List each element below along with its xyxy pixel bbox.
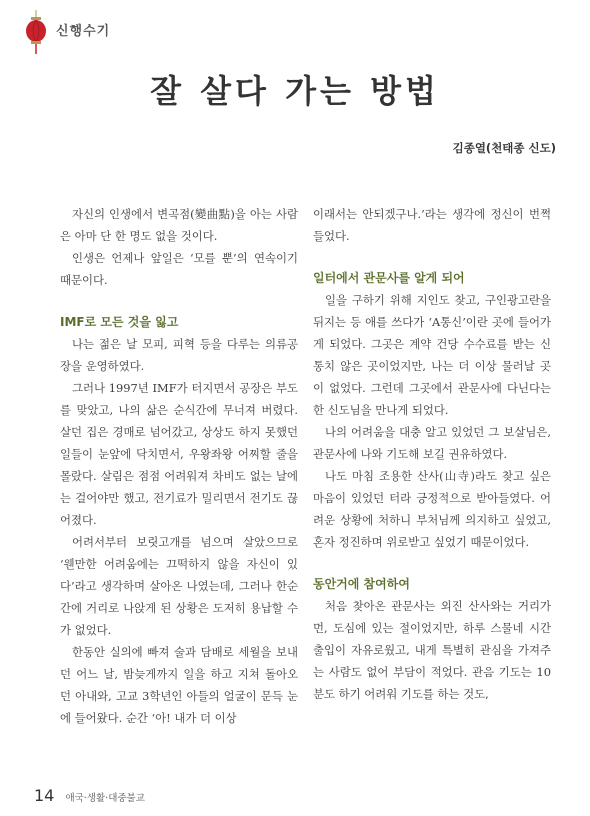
paragraph: 한동안 실의에 빠져 술과 담배로 세월을 보내던 어느 날, 밤늦게까지 일을 하고 지쳐 돌아오던 아내와, 고교 3학년인 아들의 얼굴이 문득 눈에 들어왔다. 순간 ‘아! 내가 더 이상 <box>60 645 298 725</box>
right-column <box>313 203 551 705</box>
section-label: 신행수기 <box>56 24 111 39</box>
article-title: 잘 살다 가는 방법 <box>150 72 440 110</box>
page-footer <box>34 786 145 805</box>
paragraph: 일을 구하기 위해 지인도 찾고, 구인광고란을 뒤지는 등 애를 쓰다가 ‘A통신’이란 곳에 들어가게 되었다. 그곳은 계약 건당 수수료를 받는 신통치 않은 곳이었지만, 나는 더 이상 물러날 곳이 없었다. 그런데 그곳에서 관문사에 다닌다는 한 신도님을 만나게 되었다. <box>313 293 551 417</box>
paragraph: 나의 어려움을 대충 알고 있었던 그 보살님은, 관문사에 나와 기도해 보길 권유하였다. <box>313 425 551 461</box>
paragraph: 그러나 1997년 IMF가 터지면서 공장은 부도를 맞았고, 나의 삶은 순식간에 무너져 버렸다. 살던 집은 경매로 넘어갔고, 상상도 하지 못했던 일들이 눈앞에 닥치면서, 우왕좌왕 어찌할 줄을 몰랐다. 살림은 점점 어려워져 차비도 없는 날에는 걸어야만 했고, 전기료가 밀리면서 전기도 끊어졌다. <box>60 381 298 527</box>
section-heading: 일터에서 관문사를 알게 되어 <box>313 271 465 285</box>
red-lantern-icon <box>25 10 47 54</box>
section-heading: IMF로 모든 것을 잃고 <box>60 315 179 329</box>
paragraph: 나도 마침 조용한 산사(山寺)라도 찾고 싶은 마음이 있었던 터라 긍정적으로 받아들였다. 어려운 상황에 처하니 부처님께 의지하고 싶었고, 혼자 정진하며 위로받고 싶었기 때문이었다. <box>313 469 551 549</box>
paragraph: 나는 젊은 날 모피, 피혁 등을 다루는 의류공장을 운영하였다. <box>60 337 298 373</box>
paragraph: 어려서부터 보릿고개를 넘으며 살았으므로 ‘웬만한 어려움에는 끄떡하지 않을 자신이 있다’라고 생각하며 살아온 나였는데, 그러나 한순간에 거리로 나앉게 된 상황은 도저히 용납할 수가 없었다. <box>60 535 298 637</box>
left-column <box>60 203 298 729</box>
section-heading: 동안거에 참여하여 <box>313 577 410 591</box>
paragraph: 인생은 언제나 앞일은 ‘모를 뿐’의 연속이기 때문이다. <box>60 251 298 287</box>
paragraph: 자신의 인생에서 변곡점(變曲點)을 아는 사람은 아마 단 한 명도 없을 것이다. <box>60 207 298 243</box>
paragraph: 처음 찾아온 관문사는 외진 산사와는 거리가 먼, 도심에 있는 절이었지만, 하루 스물네 시간 출입이 자유로웠고, 내게 특별히 관심을 가져주는 사람도 없어 부담이 적었다. 관음 기도는 10분도 하기 어려워 기도를 하는 것도, <box>313 599 551 701</box>
publication-slogan: 애국·생활·대중불교 <box>65 793 145 804</box>
page-number: 14 <box>34 786 55 805</box>
article-author: 김종열(천태종 신도) <box>452 141 556 155</box>
paragraph: 이래서는 안되겠구나.’라는 생각에 정신이 번쩍 들었다. <box>313 207 551 243</box>
